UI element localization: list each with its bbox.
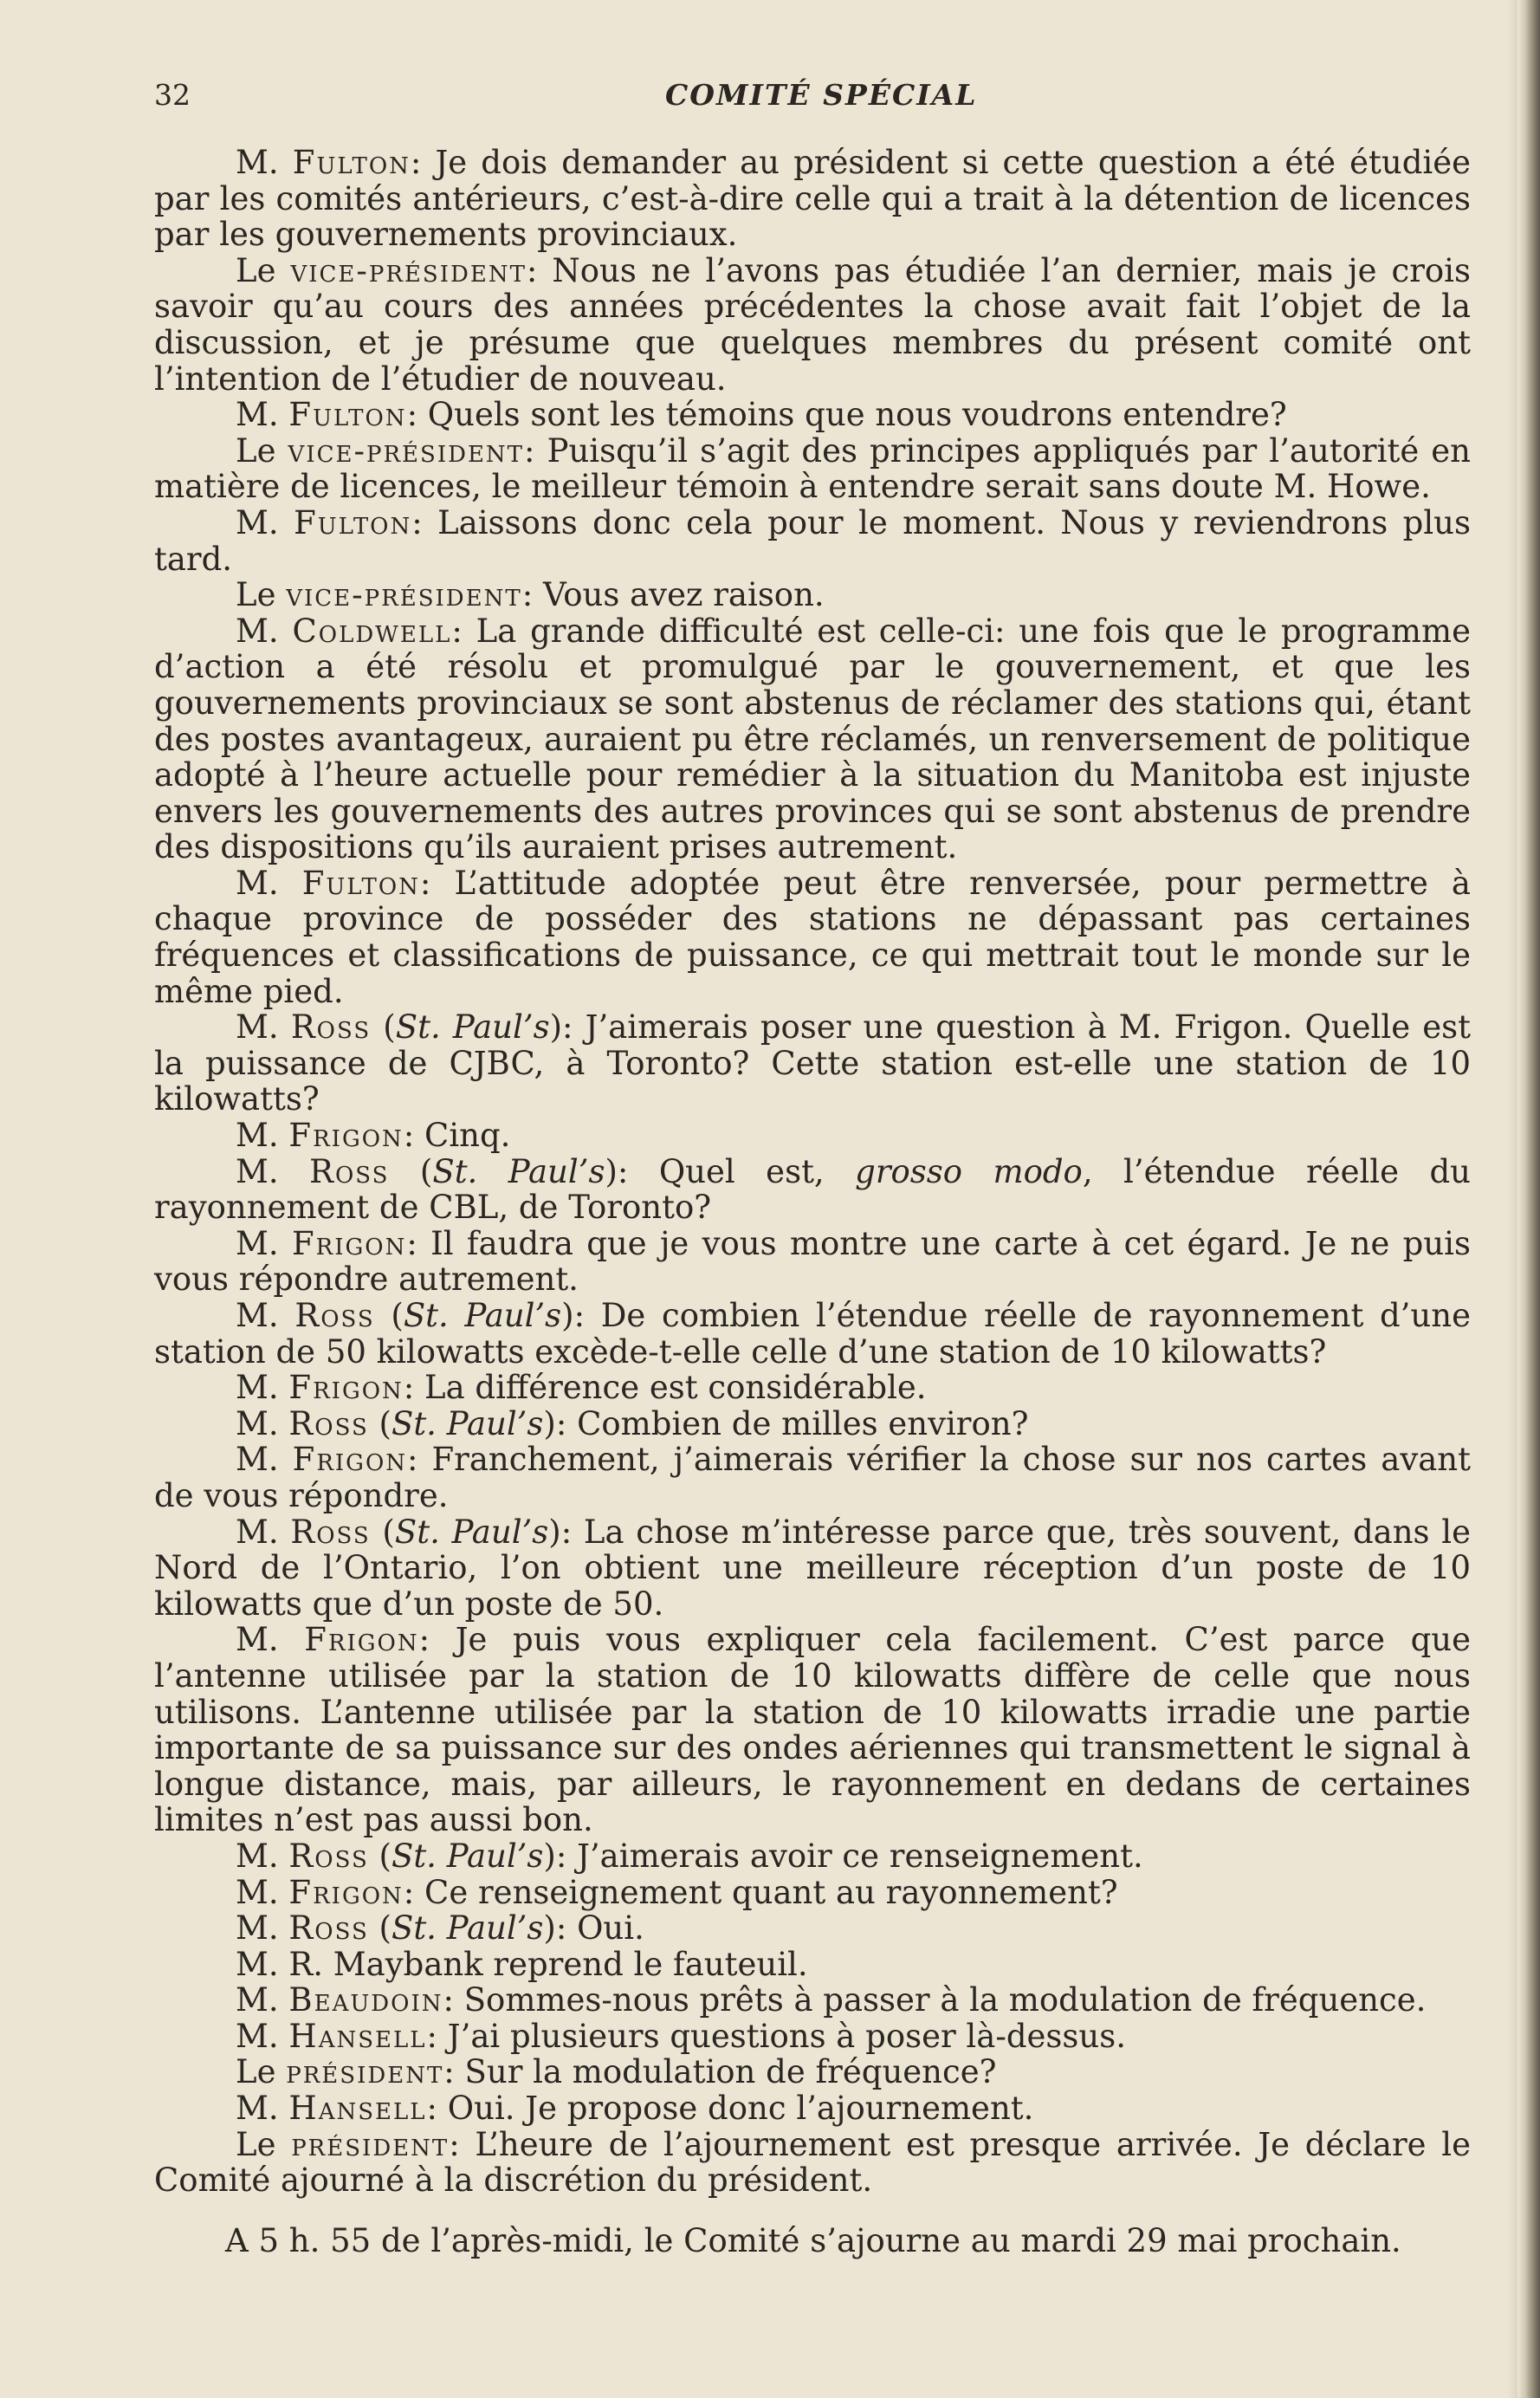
paragraph-ross-7: [154, 1910, 1471, 1947]
speaker-paren-open: (: [371, 1008, 396, 1047]
paragraph-ross-5: [154, 1514, 1471, 1623]
paragraph-fulton-3: [154, 505, 1471, 577]
paragraph-hansell-2: [154, 2090, 1471, 2127]
speaker-colon: :: [443, 2053, 455, 2091]
speaker-name: vice-président: [286, 576, 522, 614]
speaker-title: M.: [236, 1008, 279, 1047]
paragraph-ross-1: [154, 1009, 1471, 1118]
speaker-name: Fulton: [292, 144, 411, 181]
speaker-title: M.: [236, 612, 279, 650]
speech-text: Oui.: [566, 1909, 644, 1948]
riding-name: St. Paul’s: [391, 1909, 544, 1948]
speech-text: Je dois demander au président si cette question a été étudiée par les comités antérieurs, c’est-à-dire celle qui a trait à la détention de licences par les gouvernements provinciaux.: [154, 144, 1472, 254]
paragraph-frigon-3: [154, 1370, 1471, 1406]
speech-text: Sur la modulation de fréquence?: [454, 2053, 997, 2091]
speaker-colon: :: [451, 612, 463, 650]
speaker-name: Fulton: [301, 864, 420, 902]
speech-text: Laissons donc cela pour le moment. Nous y reviendrons plus tard.: [154, 503, 1471, 578]
speaker-name: vice-président: [288, 431, 525, 470]
speech-text: Quels sont les témoins que nous voudrons entendre?: [417, 396, 1287, 434]
paragraph-frigon-1: [154, 1118, 1471, 1154]
speaker-name: Hansell: [288, 2090, 427, 2128]
riding-name: St. Paul’s: [403, 1297, 562, 1334]
speaker-name: Frigon: [288, 1369, 404, 1407]
speaker-colon: :: [449, 2125, 460, 2163]
speaker-name: Fulton: [288, 396, 407, 434]
page-header: [154, 78, 1471, 121]
paragraph-president-1: [154, 2054, 1471, 2090]
speech-text: , l’étendue réelle du rayonnement de CBL, de Toronto?: [154, 1152, 1471, 1227]
speaker-title: Le: [236, 251, 276, 289]
paragraph-fulton-2: [154, 397, 1471, 433]
paragraph-fulton-1: [154, 145, 1471, 253]
page-number: 32: [154, 78, 191, 112]
speaker-title: M.: [236, 1621, 279, 1659]
speaker-title: M.: [236, 144, 279, 181]
speaker-paren-close: ):: [561, 1297, 586, 1334]
speech-text: La chose m’intéresse parce que, très souvent, dans le Nord de l’Ontario, l’on obtient une meilleure réception d’un poste de 10 kilowatts que d’un poste de 50.: [154, 1513, 1471, 1623]
paragraph-vice-president-2: [154, 433, 1471, 505]
speaker-name: Coldwell: [292, 612, 452, 650]
speaker-paren-open: (: [374, 1297, 404, 1334]
speaker-title: M.: [236, 396, 279, 434]
paragraph-ross-2: [154, 1154, 1471, 1226]
speech-text: Cinq.: [414, 1117, 511, 1155]
riding-name: St. Paul’s: [391, 1837, 544, 1875]
speaker-colon: :: [526, 251, 538, 289]
speaker-name: vice-président: [290, 251, 527, 289]
speaker-title: Le: [236, 2125, 276, 2163]
speaker-title: M.: [236, 1873, 279, 1911]
paragraph-hansell-1: [154, 2019, 1471, 2055]
speaker-title: M.: [236, 1837, 279, 1875]
speaker-title: Le: [236, 431, 276, 470]
speaker-colon: :: [406, 1224, 417, 1262]
speaker-paren-open: (: [368, 1909, 391, 1948]
speaker-title: M.: [236, 1404, 279, 1442]
speaker-name: Beaudoin: [288, 1981, 443, 2019]
adjournment-note: A 5 h. 55 de l’après-midi, le Comité s’ajourne au mardi 29 mai prochain.: [225, 2221, 1401, 2259]
speaker-name: président: [286, 2053, 444, 2091]
speaker-colon: :: [410, 144, 422, 181]
paragraph-ross-6: [154, 1838, 1471, 1875]
speech-text: L’heure de l’ajournement est presque arrivée. Je déclare le Comité ajourné à la discrétion du président.: [154, 2125, 1471, 2200]
speaker-paren-close: ):: [605, 1152, 629, 1190]
speaker-name: Ross: [290, 1513, 371, 1551]
speech-text: Combien de milles environ?: [566, 1404, 1029, 1442]
speaker-paren-close: ):: [543, 1837, 567, 1875]
speaker-colon: :: [443, 1981, 454, 2019]
speaker-name: président: [291, 2125, 450, 2163]
speaker-paren-open: (: [368, 1404, 391, 1442]
speaker-name: Frigon: [292, 1441, 408, 1479]
speaker-colon: :: [407, 1441, 418, 1479]
speaker-name: Frigon: [291, 1224, 407, 1262]
speaker-title: M.: [236, 1513, 279, 1551]
paragraph-frigon-5: [154, 1622, 1471, 1838]
procedural-note: M. R. Maybank reprend le fauteuil.: [236, 1945, 808, 1983]
speaker-colon: :: [426, 2017, 438, 2055]
speaker-colon: :: [418, 1621, 430, 1659]
speech-text: Oui. Je propose donc l’ajournement.: [437, 2090, 1034, 2128]
speech-text: L’attitude adoptée peut être renversée, pour permettre à chaque province de posséder des stations ne dépassant pas certaines fréquences et classifications de puissance, ce qui mettrait tout le monde sur le même pied.: [154, 864, 1471, 1010]
speaker-paren-open: (: [389, 1152, 433, 1190]
speaker-name: Ross: [309, 1152, 390, 1190]
paragraph-frigon-6: [154, 1875, 1471, 1911]
speech-italic: grosso modo: [855, 1152, 1083, 1190]
speech-text: La grande difficulté est celle-ci: une fois que le programme d’action a été résolu et promulgué par le gouvernement, et que les gouvernements provinciaux se sont abstenus de réclamer des stations qui, étant des postes avantageux, auraient pu être réclamés, un renversement de politique adopté à l’heure actuelle pour remédier à la situation du Manitoba est injuste envers les gouvernements des autres provinces qui se sont abstenus de prendre des dispositions qu’ils auraient prises autrement.: [154, 612, 1471, 866]
speaker-colon: :: [406, 396, 418, 434]
speaker-title: M.: [236, 503, 279, 541]
speaker-colon: :: [403, 1369, 415, 1407]
speaker-title: M.: [236, 1441, 279, 1479]
speech-text: Il faudra que je vous montre une carte à cet égard. Je ne puis vous répondre autrement.: [154, 1224, 1471, 1299]
speaker-title: M.: [236, 1981, 279, 2019]
speaker-title: M.: [236, 1224, 279, 1262]
speaker-colon: :: [426, 2090, 438, 2128]
speech-text: La différence est considérable.: [414, 1369, 927, 1407]
speech-text: Ce renseignement quant au rayonnement?: [414, 1873, 1118, 1911]
speech-text: Vous avez raison.: [533, 576, 825, 614]
speaker-name: Fulton: [294, 503, 412, 541]
speech-text: Sommes-nous prêts à passer à la modulation de fréquence.: [453, 1981, 1427, 2019]
paragraph-frigon-2: [154, 1226, 1471, 1298]
paragraph-ross-4: [154, 1406, 1471, 1442]
speech-text: J’aimerais poser une question à M. Frigon. Quelle est la puissance de CJBC, à Toronto? Cette station est-elle une station de 10 kilowatts?: [154, 1008, 1471, 1118]
transcript-body: [154, 145, 1471, 2259]
speaker-title: Le: [236, 2053, 276, 2091]
speaker-colon: :: [524, 431, 535, 470]
paragraph-vice-president-1: [154, 253, 1471, 397]
speaker-colon: :: [521, 576, 534, 614]
paragraph-vice-president-3: [154, 577, 1471, 613]
speech-text: J’aimerais avoir ce renseignement.: [566, 1837, 1143, 1875]
page-gutter-shadow: [1507, 0, 1517, 2398]
speaker-name: Ross: [288, 1909, 369, 1948]
speaker-colon: :: [403, 1117, 415, 1155]
speaker-name: Frigon: [288, 1117, 404, 1155]
speaker-colon: :: [411, 503, 423, 541]
speech-text: Franchement, j’aimerais vérifier la chose sur nos cartes avant de vous répondre.: [154, 1441, 1471, 1514]
speaker-name: Ross: [294, 1297, 375, 1334]
speaker-colon: :: [419, 864, 431, 902]
paragraph-procedural-note: [154, 1947, 1471, 1983]
speaker-title: M.: [236, 2017, 279, 2055]
paragraph-president-2: [154, 2127, 1471, 2199]
speech-text: J’ai plusieurs questions à poser là-dessus.: [437, 2017, 1126, 2055]
speaker-name: Ross: [288, 1404, 369, 1442]
riding-name: St. Paul’s: [394, 1513, 549, 1551]
speech-text: Je puis vous expliquer cela facilement. C’est parce que l’antenne utilisée par la station de 10 kilowatts diffère de celle que nous utilisons. L’antenne utilisée par la station de 10 kilowatts irradie une partie importante de sa puissance sur des ondes aériennes qui transmettent le signal à longue distance, mais, par ailleurs, le rayonnement en dedans de certaines limites n’est pas aussi bon.: [154, 1621, 1472, 1839]
speaker-name: Frigon: [304, 1621, 419, 1659]
speaker-title: M.: [236, 1297, 279, 1334]
paragraph-coldwell: [154, 613, 1471, 865]
speaker-paren-close: ):: [548, 1513, 573, 1551]
speaker-paren-open: (: [368, 1837, 391, 1875]
speaker-title: M.: [236, 1152, 279, 1190]
speaker-paren-open: (: [370, 1513, 395, 1551]
speaker-name: Ross: [290, 1008, 372, 1047]
speaker-name: Frigon: [288, 1873, 404, 1911]
paragraph-ross-3: [154, 1298, 1471, 1370]
page-edge: [1517, 0, 1540, 2398]
paragraph-frigon-4: [154, 1442, 1471, 1513]
speaker-title: Le: [236, 576, 276, 614]
speech-text: De combien l’étendue réelle de rayonnement d’une station de 50 kilowatts excède-t-elle celle d’une station de 10 kilowatts?: [154, 1297, 1471, 1371]
speech-text: Nous ne l’avons pas étudiée l’an dernier, mais je crois savoir qu’au cours des années précédentes la chose avait fait l’objet de la discussion, et je présume que quelques membres du présent comité ont l’intention de l’étudier de nouveau.: [154, 251, 1471, 398]
riding-name: St. Paul’s: [391, 1404, 544, 1442]
running-title: COMITÉ SPÉCIAL: [665, 78, 978, 112]
speaker-paren-close: ):: [543, 1909, 567, 1948]
speaker-name: Hansell: [288, 2017, 427, 2055]
paragraph-fulton-4: [154, 865, 1471, 1009]
speaker-paren-close: ):: [549, 1008, 573, 1047]
speaker-colon: :: [403, 1873, 415, 1911]
speech-text: Puisqu’il s’agit des principes appliqués par l’autorité en matière de licences, le meilleur témoin à entendre serait sans doute M. Howe.: [154, 431, 1472, 506]
speaker-title: M.: [236, 1369, 279, 1407]
riding-name: St. Paul’s: [395, 1008, 550, 1047]
speaker-title: M.: [236, 864, 279, 902]
speaker-name: Ross: [288, 1837, 369, 1875]
speech-text: Quel est,: [628, 1152, 856, 1190]
riding-name: St. Paul’s: [432, 1152, 605, 1190]
speaker-title: M.: [236, 2090, 279, 2128]
speaker-title: M.: [236, 1909, 279, 1948]
speaker-paren-close: ):: [543, 1404, 567, 1442]
speaker-title: M.: [236, 1117, 279, 1155]
paragraph-beaudoin: [154, 1982, 1471, 2019]
